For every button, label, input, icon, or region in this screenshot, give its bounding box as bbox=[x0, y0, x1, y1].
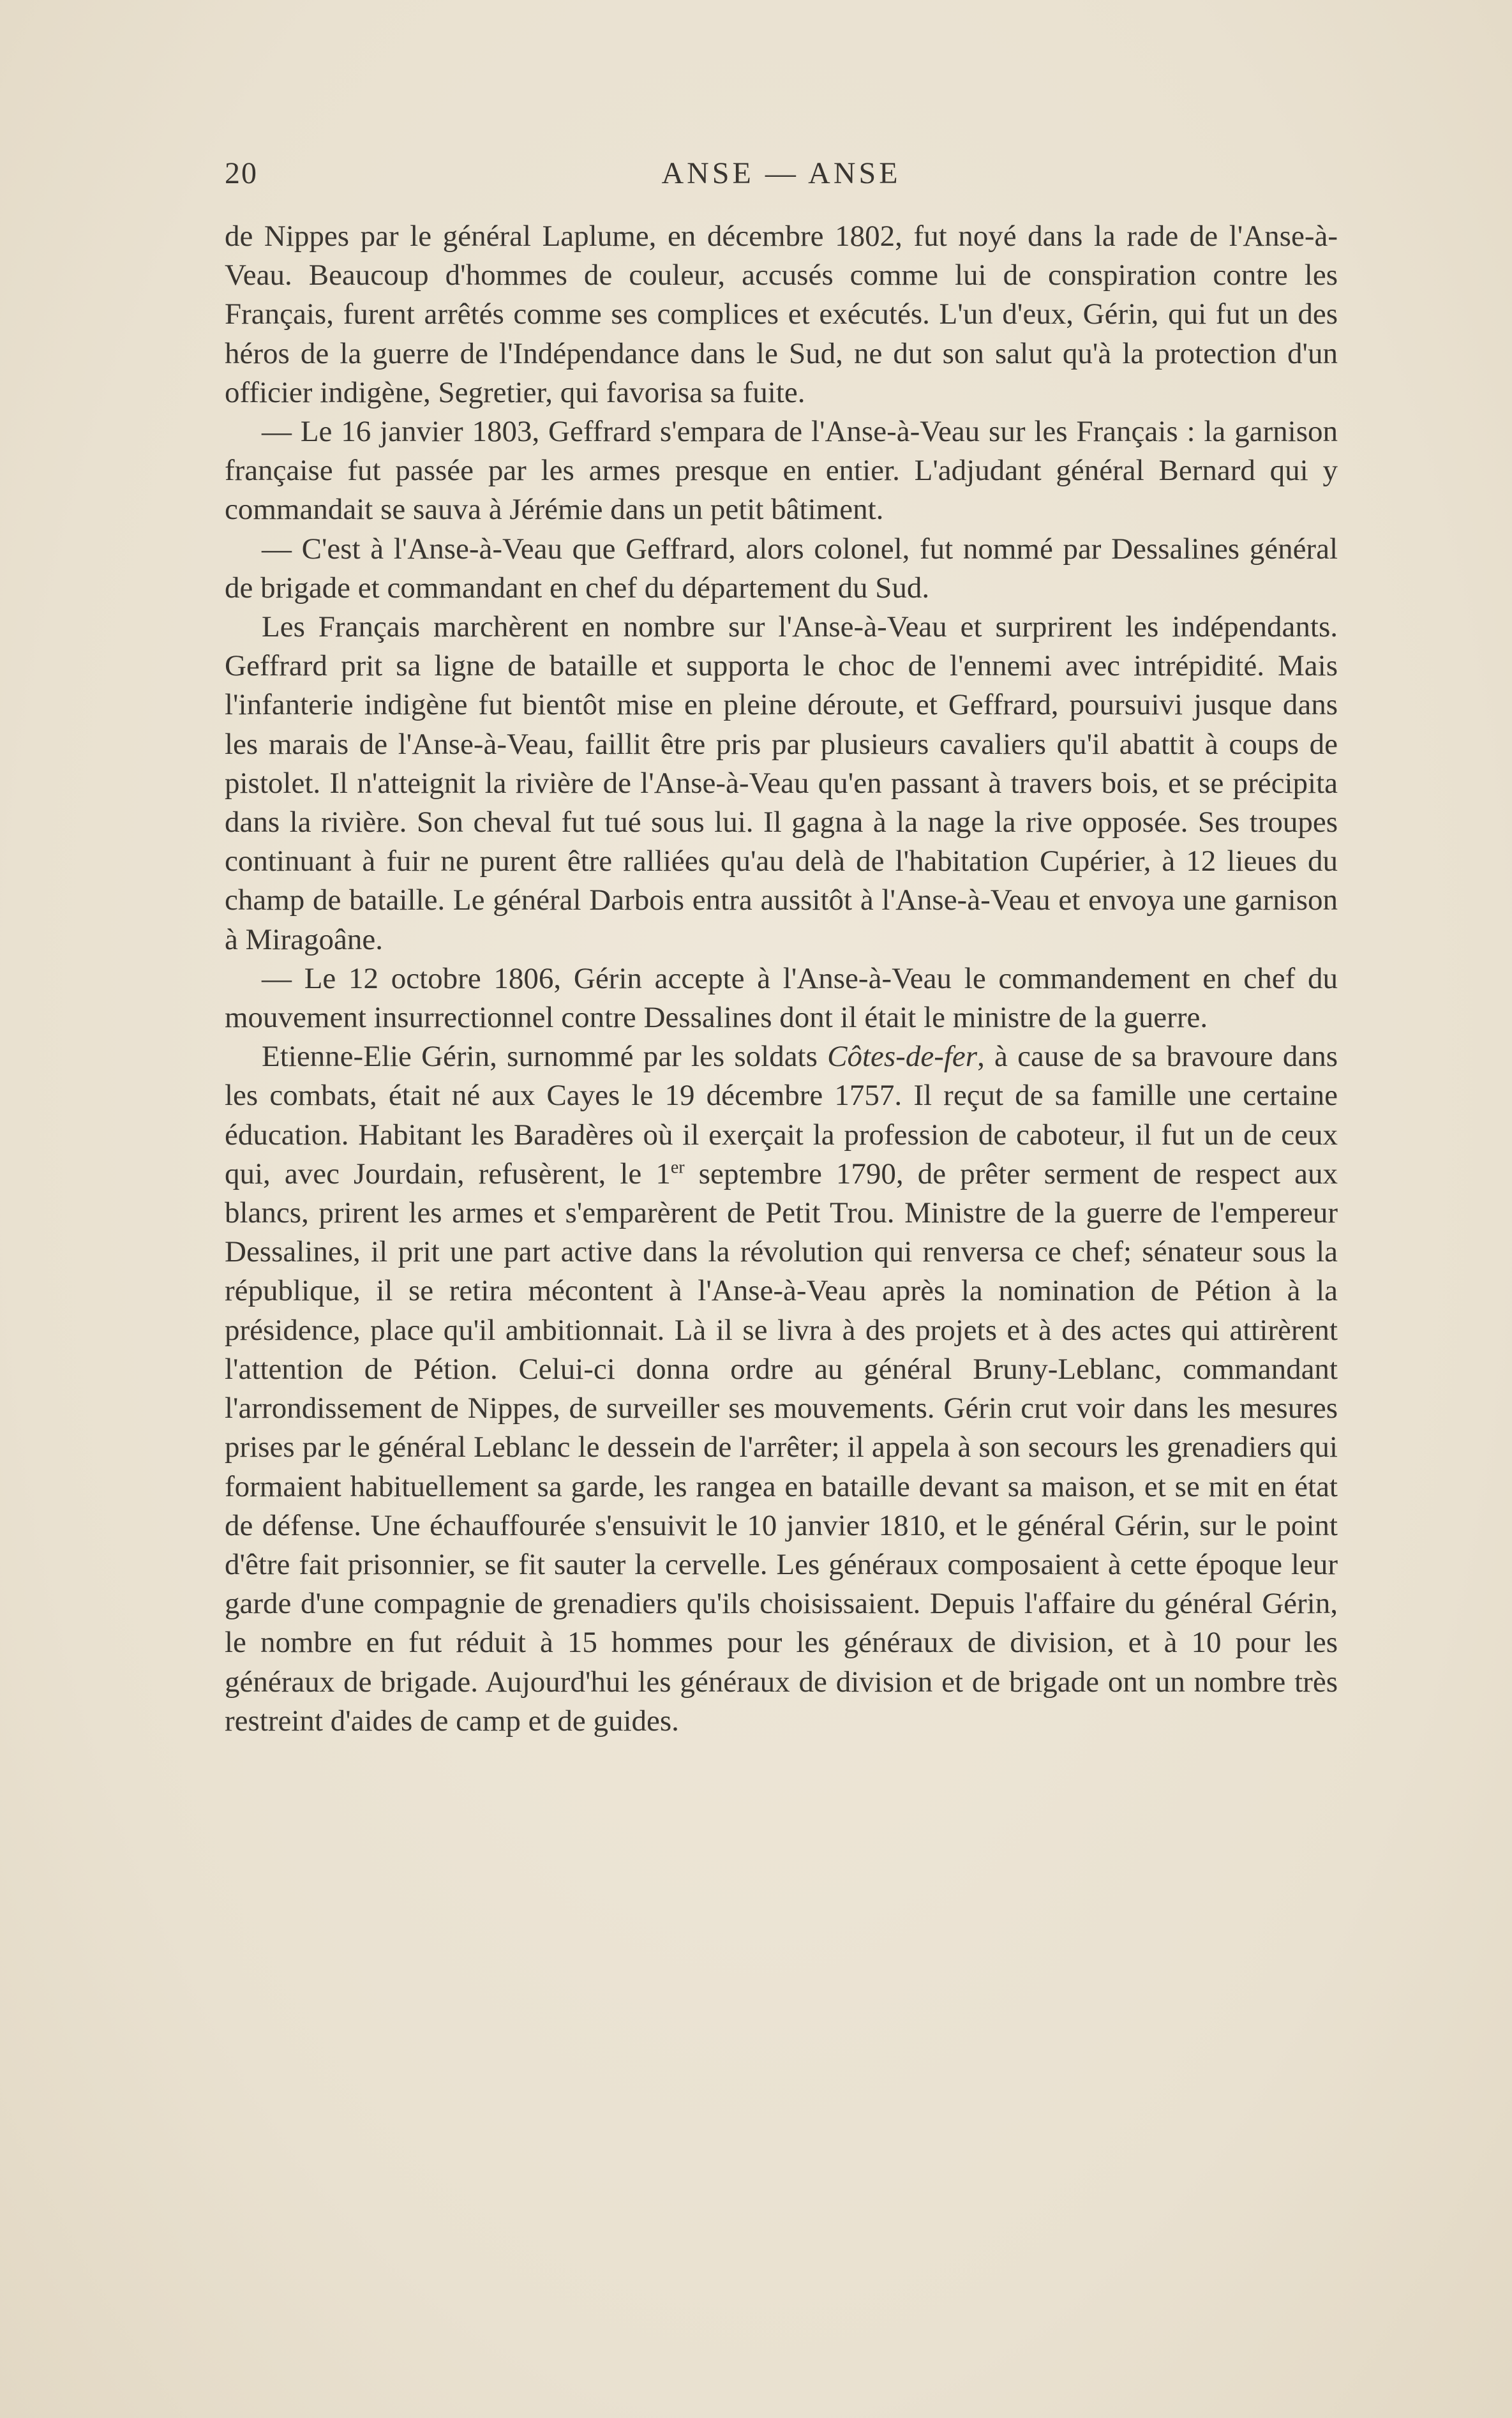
ordinal-superscript: er bbox=[670, 1157, 685, 1178]
gerin-text-part2: , à cause de sa bravoure dans les combats, était né aux Cayes le 19 décembre 1757. Il reçut de sa famille une certaine éducation. Habitant les Baradères où il exerçait la profession de caboteur, il fut un de ceux qui, avec Jourdain, refusèrent, le 1 bbox=[225, 1040, 1338, 1190]
paragraph-geffrard-promotion: — C'est à l'Anse-à-Veau que Geffrard, alors colonel, fut nommé par Dessalines général de brigade et commandant en chef du département du Sud. bbox=[225, 532, 1338, 604]
paragraph-gerin-biography bbox=[225, 1037, 1338, 1741]
running-head: ANSE — ANSE bbox=[661, 156, 901, 190]
body-text bbox=[225, 217, 1338, 1741]
gerin-text-part1: Etienne-Elie Gérin, surnommé par les soldats bbox=[262, 1040, 828, 1074]
page-header bbox=[225, 156, 1338, 200]
paragraph-geffrard-1803: — Le 16 janvier 1803, Geffrard s'empara de l'Anse-à-Veau sur les Français : la garnison française fut passée par les armes presque en entier. L'adjudant général Bernard qui y commandait se sauva à Jérémie dans un petit bâtiment. bbox=[225, 415, 1338, 527]
paragraph-continuation: de Nippes par le général Laplume, en décembre 1802, fut noyé dans la rade de l'Anse-à-Veau. Beaucoup d'hommes de couleur, accusés comme lui de conspiration contre les Français, furent arrêtés comme ses complices et exécutés. L'un d'eux, Gérin, qui fut un des héros de la guerre de l'Indépendance dans le Sud, ne dut son salut qu'à la protection d'un officier indigène, Segretier, qui favorisa sa fuite. bbox=[225, 220, 1338, 409]
paragraph-french-attack: Les Français marchèrent en nombre sur l'Anse-à-Veau et surprirent les indépendants. Geffrard prit sa ligne de bataille et supporta le choc de l'ennemi avec intrépidité. Mais l'infanterie indigène fut bientôt mise en pleine déroute, et Geffrard, poursuivi jusque dans les marais de l'Anse-à-Veau, faillit être pris par plusieurs cavaliers qu'il abattit à coups de pistolet. Il n'atteignit la rivière de l'Anse-à-Veau qu'en passant à travers bois, et se précipita dans la rivière. Son cheval fut tué sous lui. Il gagna à la nage la rive opposée. Ses troupes continuant à fuir ne purent être ralliées qu'au delà de l'habitation Cupérier, à 12 lieues du champ de bataille. Le général Darbois entra aussitôt à l'Anse-à-Veau et envoya une garnison à Miragoâne. bbox=[225, 610, 1338, 956]
gerin-nickname: Côtes-de-fer bbox=[827, 1040, 978, 1074]
paragraph-gerin-1806: — Le 12 octobre 1806, Gérin accepte à l'Anse-à-Veau le commandement en chef du mouvement insurrectionnel contre Dessalines dont il était le ministre de la guerre. bbox=[225, 961, 1338, 1035]
gerin-text-part3: septembre 1790, de prêter serment de respect aux blancs, prirent les armes et s'emparèrent de Petit Trou. Ministre de la guerre de l'empereur Dessalines, il prit une part active dans la révolution qui renversa ce chef; sénateur sous la république, il se retira mécontent à l'Anse-à-Veau après la nomination de Pétion à la présidence, place qu'il ambitionnait. Là il se livra à des projets et à des actes qui attirèrent l'attention de Pétion. Celui-ci donna ordre au général Bruny-Leblanc, commandant l'arrondissement de Nippes, de surveiller ses mouvements. Gérin crut voir dans les mesures prises par le général Leblanc le dessein de l'arrêter; il appela à son secours les grenadiers qui formaient habituellement sa garde, les rangea en bataille devant sa maison, et se mit en état de défense. Une échauffourée s'ensuivit le 10 janvier 1810, et le général Gérin, sur le point d'être fait prisonnier, se fit sauter la cervelle. Les généraux composaient à cette époque leur garde d'une compagnie de grenadiers qu'ils choisissaient. Depuis l'affaire du général Gérin, le nombre en fut réduit à 15 hommes pour les généraux de division, et à 10 pour les généraux de brigade. Aujourd'hui les généraux de division et de brigade ont un nombre très restreint d'aides de camp et de guides. bbox=[225, 1157, 1338, 1738]
page-number: 20 bbox=[225, 156, 258, 190]
